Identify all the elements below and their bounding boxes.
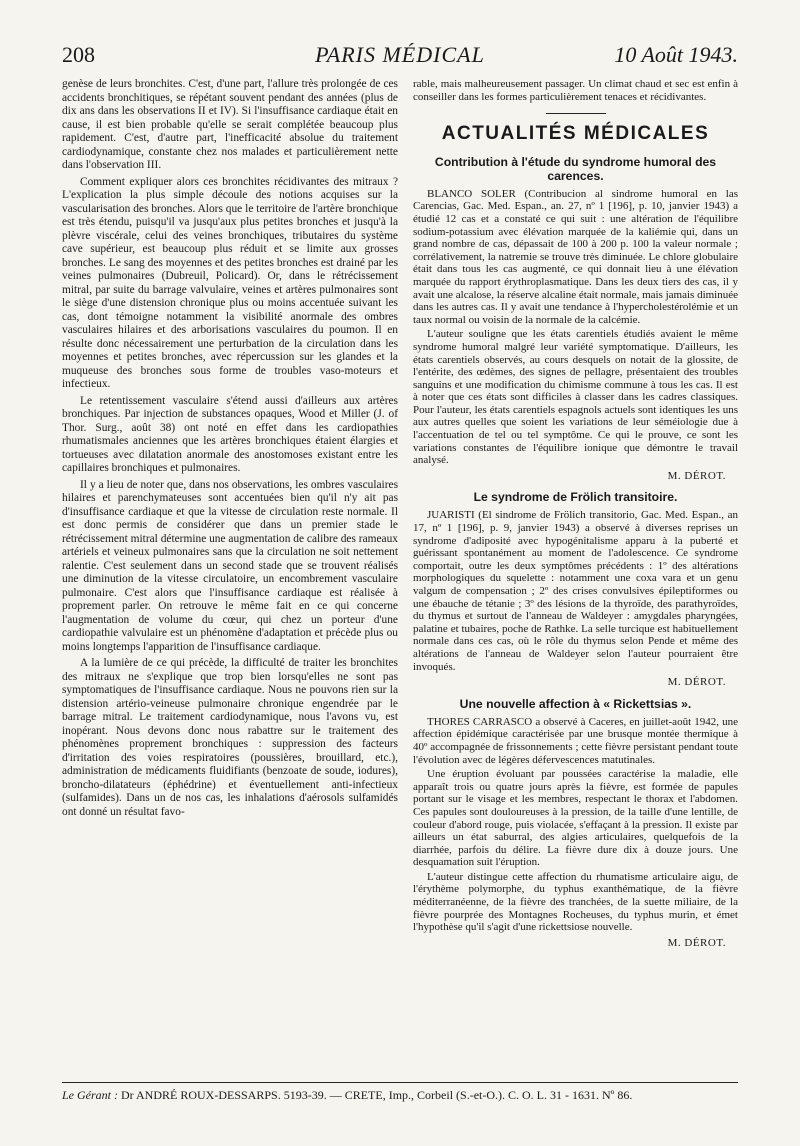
footer-print-details: 5193-39. — CRETE, Imp., Corbeil (S.-et-O.). C. O. L. 31 - 1631. Nº 86. [283, 1088, 633, 1102]
section-divider [546, 113, 606, 114]
footer-manager: Dr ANDRÉ ROUX-DESSARPS. [121, 1088, 281, 1102]
left-paragraph-4: Il y a lieu de noter que, dans nos observations, les ombres vasculaires hilaires et parenchymateuses sont accentuées bien qu'il n'y ait pas d'insuffisance cardiaque et que la vitesse de circulation reste normale. Il est donc permis de considérer que dans un premier stade le rétrécissement mitral détermine une augmentation de calibre des rameaux artériels et veineux pulmonaires sans que la circulation ne soit nettement ralentie. C'est seulement dans un second stade que se trouvent réalisés une diminution de la vitesse circulatoire, un encombrement vasculaire pulmonaire. C'est alors que l'insuffisance cardiaque est réalisée à proprement parler. On retrouve le même fait en ce qui concerne l'augmentation de volume du cœur, qui chez un porteur d'une cardiopathie valvulaire est un phénomène d'adaptation et précède plus ou moins longtemps l'apparition de l'insuffisance cardiaque. [62, 478, 398, 653]
article-paragraph: L'auteur distingue cette affection du rhumatisme articulaire aigu, de l'érythème polymorphe, du typhus exanthématique, de la fièvre méditerranéenne, de la fièvre des tranchées, de la suette miliaire, de la fièvre pourprée des Montagnes Rocheuses, du typhus murin, et émet l'hypothèse qu'il s'agit d'une rickettsiose nouvelle. [413, 870, 738, 934]
left-paragraph-5: A la lumière de ce qui précède, la difficulté de traiter les bronchites des mitraux ne s'explique que trop bien lorsqu'elles ne sont pas symptomatiques de l'insuffisance cardiaque. Nous ne pouvons rien sur la distension artério-veineuse pulmonaire chronique engendrée par le barrage mitral. Le traitement cardiodynamique, nous l'avons vu, est inopérant. Nous devons donc nous rabattre sur le traitement des phénomènes proprement bronchiques : suppression des facteurs d'irritation des voies respiratoires (poussières, brouillard, etc.), administration de médicaments fluidifiants (benzoate de soude, iodures), broncho-dilatateurs (éphédrine) et éventuellement anti-infectieux (sulfamides). Dans un de nos cas, les inhalations d'aérosols sulfamidés ont donné un résultat favo- [62, 657, 398, 818]
page-header [62, 40, 738, 74]
article-paragraph: L'auteur souligne que les états carentiels étudiés avaient le même syndrome humoral malgré leur variété symptomatique. D'ailleurs, les états carentiels observés, au cours desquels on notait de la glossite, de l'entérite, des œdèmes, des signes de pellagre, présentaient des troubles sanguins et une modification du chimisme commune à tous les cas. Il est à noter que ces états sont difficiles à classer dans les cadres classiques. Pour l'auteur, les états carentiels espagnols actuels sont identiques les uns aux autres quelles que soient les variations de leur séméiologie due à l'accentuation de tel ou tel symptôme. Ce qui le prouve, ce sont les variations constantes de l'équilibre ionique que démontre le travail analysé. [413, 328, 738, 467]
article-title: Le syndrome de Frölich transitoire. [473, 490, 678, 505]
left-paragraph-2: Comment expliquer alors ces bronchites récidivantes des mitraux ? L'explication la plus simple découle des notions acquises sur la vascularisation des bronches. Alors que le territoire de l'artère bronchique est très étendu, puisqu'il va jusqu'aux plus petites bronches et jusqu'à la plèvre viscérale, celui des veines bronchiques, tributaires du système cave supérieur, est beaucoup plus réduit et se limite aux grosses bronches. Le sang des moyennes et des petites bronches est drainé par les veines pulmonaires (Dubreuil, Policard). Or, dans le rétrécissement mitral, par suite du barrage valvulaire, veines et artères pulmonaires sont le siège d'une distension chronique plus ou moins accentuée suivant les cas, dont témoigne notamment la visibilité anormale des ombres vasculaires hilaires et des arborisations vasculaires du poumon. Il en résulte donc nécessairement une perturbation de la circulation dans les moyennes et petites bronches, avec répercussion sur les glandes et la muqueuse des bronches sous forme de troubles vaso-moteurs et infectieux. [62, 175, 398, 390]
footer-divider [62, 1082, 738, 1083]
article-paragraph: Une éruption évoluant par poussées caractérise la maladie, elle apparaît trois ou quatre jours après la fièvre, est formée de papules portant sur le visage et les membres, respectant le thorax et l'abdomen. Ces papules sont douloureuses à la pression, de la taille d'une lentille, de couleur d'abord rouge, puis violacée, s'effaçant à la pression. Il existe par ailleurs un état saburral, des algies articulaires, quelquefois de la diarrhée, parfois du délire. La fièvre dure dix à douze jours. Une desquamation suit l'éruption. [413, 768, 738, 869]
article-paragraph: THORES CARRASCO a observé à Caceres, en juillet-août 1942, une affection épidémique caractérisée par une brusque montée thermique à 40º accompagnée de frissonnements ; cette fièvre persistant pendant toute l'évolution avec de légères défervescences matutinales. [413, 715, 738, 766]
left-column [62, 78, 398, 1074]
running-title: PARIS MÉDICAL [315, 42, 485, 67]
page-footer [62, 1088, 738, 1103]
article-paragraph: JUARISTI (El sindrome de Frölich transitorio, Gac. Med. Espan., an 17, nº 1 [196], p. 9, janvier 1943) a observé à diverses reprises un syndrome d'adiposité avec hypogénitalisme apparu à la puberté et guérissant spontanément au moment de l'adolescence. Ce syndrome comportait, outre les deux symptômes précédents : 1º des altérations morphologiques du squelette : notamment une coxa vara et un genu valgum de compensation ; 2º des crises convulsives épileptiformes ou une ébauche de tétanie ; 3º des lésions de la thyroïde, des parathyroïdes, du thymus et surtout de l'anneau de Waldeyer : amygdales pharyngées, palatine et tubaires, poche de Rathke. La selle turcique est habituellement normale dans ces cas, où le rôle du thymus selon Pende et même des altérations de l'anneau de Waldeyer selon l'auteur pourraient être invoqués. [413, 509, 738, 673]
article-signature: M. DÉROT. [667, 936, 726, 949]
left-paragraph-1: genèse de leurs bronchites. C'est, d'une part, l'allure très prolongée de ces accidents bronchitiques, se répétant souvent pendant des années (plus de dix ans dans les observations II et IV). Si l'insuffisance cardiaque était en cause, il est bien probable qu'elle se serait complétée beaucoup plus rapidement. C'est, d'autre part, l'inefficacité absolue du traitement cardiodynamique, constante chez nos malades et particulièrement nette dans l'observation III. [62, 78, 398, 171]
article-paragraph: BLANCO SOLER (Contribucion al sindrome humoral en las Carencias, Gac. Med. Espan., an. 27, nº 1 [196], p. 10, janvier 1943) a étudié 12 cas et a constaté ce qui suit : une altération de l'équilibre sodium-potassium avec élévation marquée de la kaliémie qui, dans un grand nombre de cas, dépassait de 100 à 200 p. 100 la valeur normale ; corrélativement, la natremie se trouve très diminuée. Le chlore globulaire était dans tous les cas augmenté, ce qui donnait lieu à une élévation marquée du rapport érythroplasmatique. Dans les deux tiers des cas, il y avait une alcalose, la réserve alcaline était normale, mais jamais diminuée dans les autres cas. Il y avait une tendance à l'hypercholestérolémie et un taux normal ou voisin de la normale de la calcémie. [413, 187, 738, 326]
article-title: Une nouvelle affection à « Rickettsias ». [459, 696, 692, 711]
article-carences [413, 155, 738, 483]
article-signature: M. DÉROT. [667, 676, 726, 689]
continuation-paragraph: rable, mais malheureusement passager. Un climat chaud et sec est enfin à conseiller dans les formes particulièrement tenaces et récidivantes. [413, 78, 738, 103]
left-paragraph-3: Le retentissement vasculaire s'étend aussi d'ailleurs aux artères bronchiques. Par injection de substances opaques, Wood et Miller (J. of Thor. Surg., août 38) ont noté en effet dans les cardiopathies rhumatismales anciennes que les artères bronchiques étaient élargies et tortueuses avec dilatation anormale des anostomoses existant entre les capillaires bronchiques et pulmonaires. [62, 394, 398, 474]
page-number: 208 [62, 42, 95, 67]
article-frolich [413, 490, 738, 688]
article-title: Contribution à l'étude du syndrome humoral des carences. [434, 154, 717, 183]
section-title: ACTUALITÉS MÉDICALES [441, 123, 710, 145]
issue-date: 10 Août 1943. [614, 42, 738, 67]
footer-role: Le Gérant : [62, 1088, 118, 1102]
article-rickettsias [413, 697, 738, 950]
right-column [413, 78, 738, 1074]
article-signature: M. DÉROT. [667, 469, 726, 482]
